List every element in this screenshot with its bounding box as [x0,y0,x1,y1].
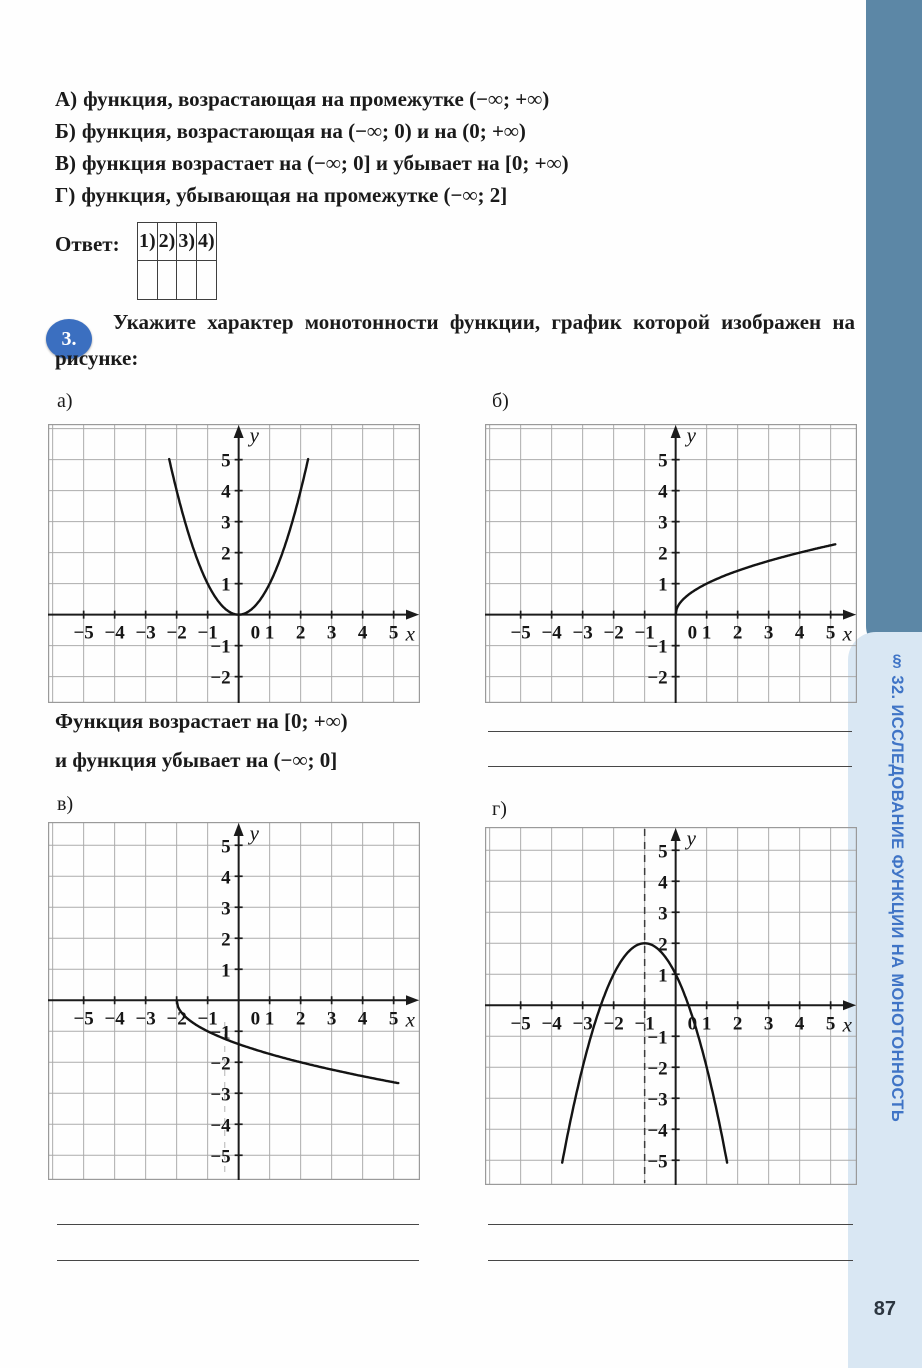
svg-text:1: 1 [221,574,231,596]
svg-text:4: 4 [221,481,231,503]
svg-text:2: 2 [658,543,668,565]
svg-text:x: x [842,621,852,646]
right-edge-band [866,0,922,652]
svg-text:1: 1 [701,622,712,644]
svg-text:3: 3 [221,898,231,920]
svg-text:−3: −3 [135,1008,156,1030]
svg-text:3: 3 [221,512,231,534]
svg-text:−5: −5 [510,622,531,644]
svg-text:y: y [249,822,259,845]
svg-text:y: y [686,827,696,850]
answer-cell-4[interactable] [197,261,217,300]
graph-v [48,822,420,1185]
svg-text:4: 4 [794,622,805,644]
option-a-label: А) [55,87,78,111]
option-g-label: Г) [55,183,76,207]
svg-text:4: 4 [221,867,231,889]
graph-v-canvas [48,822,420,1180]
svg-text:−1: −1 [197,622,218,644]
option-a-text: функция, возрастающая на промежутке (−∞; +∞) [83,87,550,111]
answer-cell-1[interactable] [138,261,158,300]
answer-header-4: 4) [197,223,217,261]
svg-text:1: 1 [658,574,668,596]
write-line-v-1[interactable] [57,1224,419,1225]
svg-text:5: 5 [221,836,231,858]
svg-text:−3: −3 [647,1089,668,1111]
figure-g-label: г) [492,798,507,820]
answer-header-1: 1) [138,223,158,261]
svg-text:−5: −5 [210,1146,231,1168]
graph-g-canvas [485,827,857,1185]
answer-header-3: 3) [177,223,197,261]
svg-text:4: 4 [658,872,668,894]
figure-a-label: а) [57,390,73,412]
option-b-label: Б) [55,119,76,143]
svg-text:3: 3 [658,512,668,534]
svg-text:−4: −4 [104,622,125,644]
option-g [55,179,735,211]
svg-text:5: 5 [825,622,836,644]
svg-text:−1: −1 [647,636,668,658]
svg-text:5: 5 [388,622,399,644]
option-v-text: функция возрастает на (−∞; 0] и убывает на [0; +∞) [82,151,569,175]
svg-text:−2: −2 [647,1058,668,1080]
svg-text:1: 1 [221,960,231,982]
graph-a-canvas [48,424,420,703]
answer-cell-3[interactable] [177,261,197,300]
page-number: 87 [873,1298,896,1320]
svg-text:−2: −2 [210,1053,231,1075]
svg-text:x: x [842,1012,852,1037]
task-number-badge: 3. [46,319,92,359]
write-line-b-1[interactable] [488,731,852,732]
svg-text:−2: −2 [647,667,668,689]
svg-text:1: 1 [264,622,275,644]
svg-text:3: 3 [763,622,774,644]
svg-text:3: 3 [658,903,668,925]
svg-text:2: 2 [221,929,231,951]
svg-text:2: 2 [732,622,743,644]
svg-text:x: x [405,1007,415,1032]
svg-text:5: 5 [658,841,668,863]
write-line-g-2[interactable] [488,1260,853,1261]
svg-text:2: 2 [658,934,668,956]
graph-b-canvas [485,424,857,703]
figure-b-label: б) [492,390,509,412]
task-text: Укажите характер монотонности функции, график которой изображен на рисунке: [55,310,855,370]
svg-text:−4: −4 [104,1008,125,1030]
answer-header-2: 2) [157,223,177,261]
svg-text:0: 0 [687,622,698,644]
svg-text:−5: −5 [73,622,94,644]
svg-text:1: 1 [701,1013,712,1035]
svg-text:−1: −1 [634,1013,655,1035]
svg-text:−5: −5 [73,1008,94,1030]
svg-text:4: 4 [357,622,368,644]
svg-text:2: 2 [295,622,306,644]
svg-text:4: 4 [794,1013,805,1035]
sample-answer-line2: и функция убывает на (−∞; 0] [55,748,338,772]
svg-text:1: 1 [264,1008,275,1030]
option-b [55,115,735,147]
graph-a [48,424,420,708]
svg-text:−5: −5 [510,1013,531,1035]
svg-text:4: 4 [658,481,668,503]
section-sidebar [848,632,922,1368]
svg-text:5: 5 [388,1008,399,1030]
option-v [55,147,735,179]
svg-text:3: 3 [326,1008,337,1030]
sample-answer-line1: Функция возрастает на [0; +∞) [55,709,348,733]
options-list [55,83,735,211]
svg-text:x: x [405,621,415,646]
svg-text:−3: −3 [572,622,593,644]
answer-table [137,222,217,300]
svg-text:0: 0 [687,1013,698,1035]
svg-text:4: 4 [357,1008,368,1030]
svg-text:0: 0 [250,622,261,644]
svg-text:2: 2 [732,1013,743,1035]
svg-text:−1: −1 [210,636,231,658]
svg-text:5: 5 [658,450,668,472]
write-line-v-2[interactable] [57,1260,419,1261]
svg-text:−5: −5 [647,1151,668,1173]
svg-text:−1: −1 [634,622,655,644]
svg-text:−2: −2 [210,667,231,689]
svg-text:y: y [249,424,259,447]
option-v-label: В) [55,151,76,175]
answer-cell-2[interactable] [157,261,177,300]
svg-text:0: 0 [250,1008,261,1030]
sample-answer [55,702,348,780]
svg-text:−2: −2 [166,622,187,644]
svg-text:−1: −1 [197,1008,218,1030]
svg-text:−3: −3 [210,1084,231,1106]
write-line-b-2[interactable] [488,766,852,767]
svg-text:−3: −3 [135,622,156,644]
svg-text:−1: −1 [647,1027,668,1049]
svg-text:−4: −4 [647,1120,668,1142]
svg-text:−4: −4 [210,1115,231,1137]
graph-g [485,827,857,1190]
svg-text:−1: −1 [210,1022,231,1044]
graph-b [485,424,857,708]
svg-text:3: 3 [763,1013,774,1035]
svg-text:−2: −2 [603,1013,624,1035]
svg-text:−4: −4 [541,1013,562,1035]
svg-text:5: 5 [825,1013,836,1035]
svg-text:2: 2 [221,543,231,565]
answer-label: Ответ: [55,232,120,256]
svg-text:1: 1 [658,965,668,987]
svg-text:−2: −2 [603,622,624,644]
figure-v-label: в) [57,793,74,815]
option-g-text: функция, убывающая на промежутке (−∞; 2] [81,183,508,207]
svg-text:5: 5 [221,450,231,472]
svg-text:−2: −2 [166,1008,187,1030]
svg-text:y: y [686,424,696,447]
section-title-vertical: § 32. ИССЛЕДОВАНИЕ ФУНКЦИИ НА МОНОТОННОСТЬ [888,652,906,1123]
svg-text:2: 2 [295,1008,306,1030]
svg-text:−3: −3 [572,1013,593,1035]
option-b-text: функция, возрастающая на (−∞; 0) и на (0; +∞) [81,119,526,143]
svg-text:3: 3 [326,622,337,644]
option-a [55,83,735,115]
write-line-g-1[interactable] [488,1224,853,1225]
svg-text:−4: −4 [541,622,562,644]
